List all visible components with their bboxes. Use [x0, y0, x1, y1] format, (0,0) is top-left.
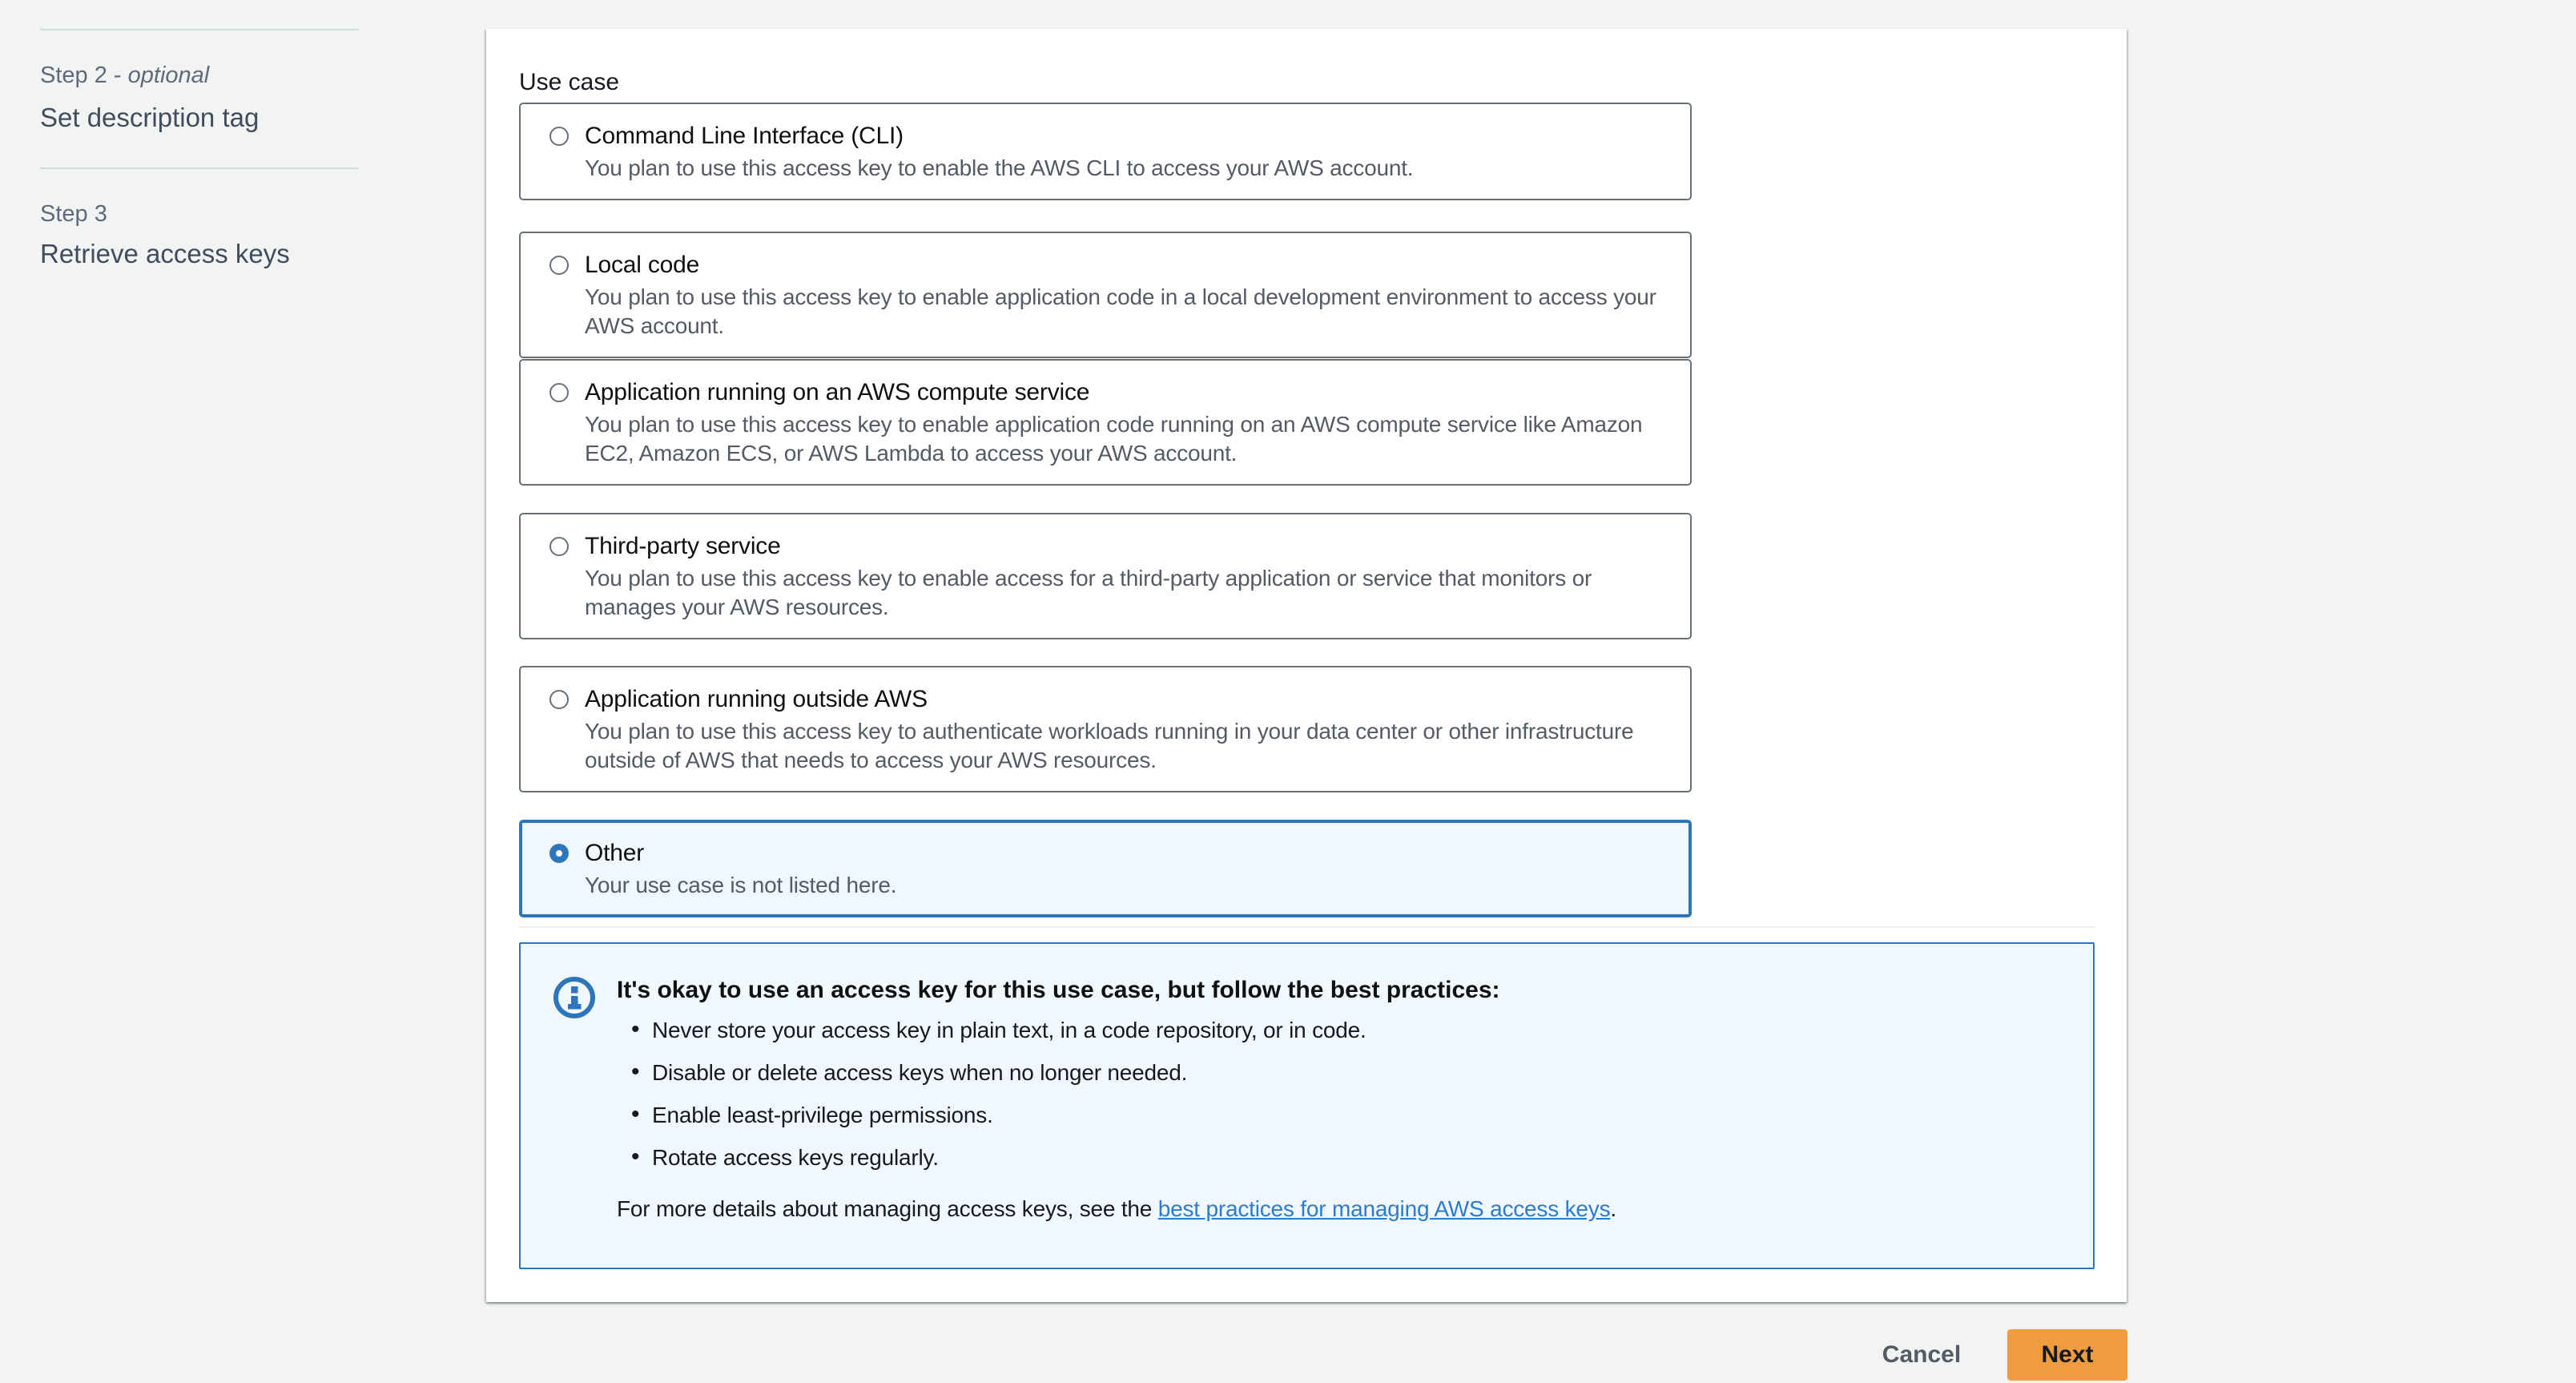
list-item: • Enable least-privilege permissions. — [617, 1101, 1616, 1130]
tile-description: Your use case is not listed here. — [585, 873, 897, 897]
alert-heading: It's okay to use an access key for this use case, but follow the best practices: — [617, 977, 1500, 1003]
radio-button[interactable] — [549, 127, 569, 146]
best-practices-link[interactable]: best practices for managing AWS access keys — [1157, 1196, 1611, 1221]
list-item: • Rotate access keys regularly. — [617, 1143, 1616, 1172]
tile-title: Other — [585, 840, 645, 866]
tile-description: You plan to use this access key to enable application code running on an AWS compute service like Amazon EC2, Amazon ECS, or AWS Lambda to access your AWS account. — [585, 412, 1643, 466]
tile-description: You plan to use this access key to enable application code in a local development environment to access your AWS account. — [585, 284, 1656, 338]
use-case-section-label: Use case — [519, 69, 620, 95]
use-case-tile-outside-aws[interactable] — [519, 666, 1692, 792]
tile-description: You plan to use this access key to enable the AWS CLI to access your AWS account. — [585, 155, 1414, 180]
step-2-label: Step 2 - optional — [40, 62, 210, 88]
radio-button[interactable] — [549, 690, 569, 709]
radio-button[interactable] — [549, 383, 569, 402]
radio-button[interactable] — [549, 844, 569, 863]
tile-title: Third-party service — [585, 533, 781, 559]
use-case-tile-cli[interactable] — [519, 103, 1692, 200]
use-case-tile-aws-compute-service[interactable] — [519, 359, 1692, 486]
radio-button[interactable] — [549, 537, 569, 556]
radio-button[interactable] — [549, 256, 569, 275]
list-item: • Disable or delete access keys when no longer needed. — [617, 1058, 1616, 1087]
tile-title: Application running on an AWS compute service — [585, 379, 1090, 405]
step-3-label: Step 3 — [40, 201, 107, 227]
info-icon — [553, 976, 596, 1019]
alert-footer: For more details about managing access keys, see the best practices for managing AWS access keys. — [617, 1196, 1616, 1221]
best-practices-list — [617, 1016, 1616, 1172]
use-case-tile-third-party-service[interactable] — [519, 513, 1692, 639]
use-case-panel — [486, 29, 2127, 1302]
next-button[interactable]: Next — [2007, 1329, 2127, 1381]
sidebar-item-retrieve-access-keys: Retrieve access keys — [40, 239, 290, 268]
list-item: • Never store your access key in plain text, in a code repository, or in code. — [617, 1016, 1616, 1045]
best-practices-info-alert — [519, 942, 2095, 1269]
tile-description: You plan to use this access key to enable access for a third-party application or service that monitors or manages your AWS resources. — [585, 566, 1592, 619]
section-divider — [519, 926, 2095, 928]
tile-title: Command Line Interface (CLI) — [585, 123, 904, 149]
use-case-tile-local-code[interactable] — [519, 232, 1692, 358]
sidenav-divider — [40, 29, 359, 30]
sidebar-item-set-description-tag: Set description tag — [40, 103, 260, 132]
tile-title: Local code — [585, 252, 700, 278]
tile-description: You plan to use this access key to authenticate workloads running in your data center or other infrastructure outside of AWS that needs to access your AWS resources. — [585, 719, 1634, 772]
cancel-button[interactable]: Cancel — [1878, 1340, 1966, 1370]
sidenav-divider — [40, 167, 359, 169]
tile-title: Application running outside AWS — [585, 686, 928, 712]
use-case-tile-other[interactable] — [519, 820, 1692, 917]
